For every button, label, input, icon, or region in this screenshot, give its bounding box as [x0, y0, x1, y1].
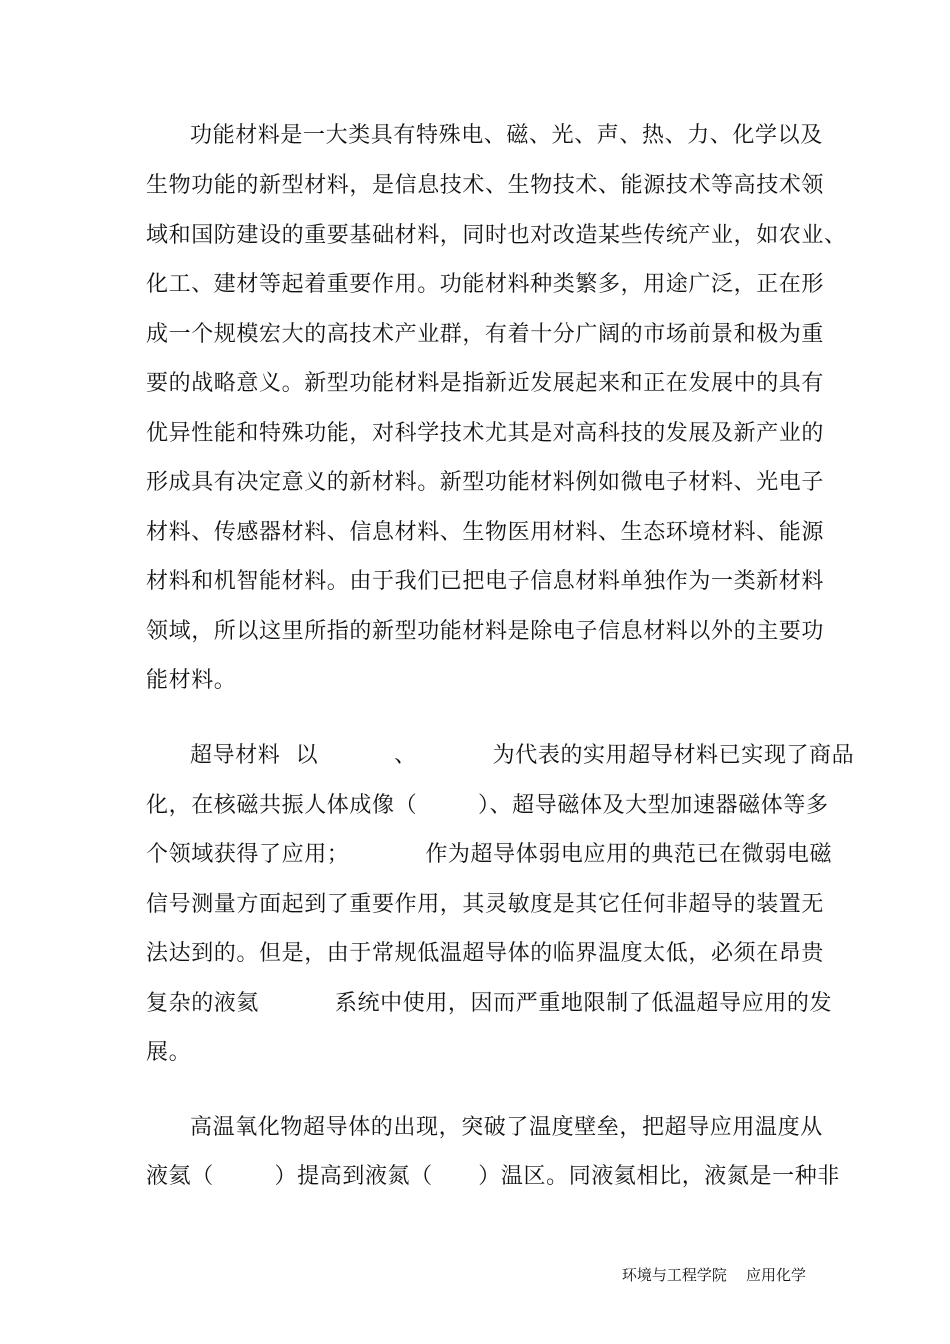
paragraph-1-line-6: 要的战略意义。新型功能材料是指新近发展起来和正在发展中的具有	[146, 371, 825, 396]
paragraph-1-line-5: 成一个规模宏大的高技术产业群，有着十分广阔的市场前景和极为重	[146, 322, 825, 347]
paragraph-2-line-2: 化，在核磁共振人体成像（ ）、超导磁体及大型加速器磁体等多	[146, 793, 829, 818]
paragraph-2-line-3: 个领域获得了应用； 作为超导体弱电应用的典范已在微弱电磁	[146, 842, 833, 867]
paragraph-3-line-1: 高温氧化物超导体的出现，突破了温度壁垒，把超导应用温度从	[190, 1115, 823, 1140]
footer-spacer	[727, 1266, 746, 1284]
paragraph-2-line-6: 复杂的液氦 系统中使用，因而严重地限制了低温超导应用的发	[146, 991, 833, 1016]
paragraph-1-line-12: 能材料。	[146, 668, 237, 693]
page-footer	[603, 1245, 806, 1305]
footer-major: 应用化学	[745, 1266, 806, 1284]
paragraph-2-line-1: 超导材料 以 、 为代表的实用超导材料已实现了商品	[190, 743, 855, 768]
paragraph-1-line-9: 材料、传感器材料、信息材料、生物医用材料、生态环境材料、能源	[146, 520, 825, 545]
paragraph-1-line-1: 功能材料是一大类具有特殊电、磁、光、声、热、力、化学以及	[190, 123, 823, 148]
paragraph-1-line-8: 形成具有决定意义的新材料。新型功能材料例如微电子材料、光电子	[146, 470, 825, 495]
paragraph-1-line-2: 生物功能的新型材料，是信息技术、生物技术、能源技术等高技术领	[146, 173, 825, 198]
paragraph-2-line-4: 信号测量方面起到了重要作用，其灵敏度是其它任何非超导的装置无	[146, 892, 825, 917]
paragraph-1-line-10: 材料和机智能材料。由于我们已把电子信息材料单独作为一类新材料	[146, 569, 825, 594]
paragraph-1-line-7: 优异性能和特殊功能，对科学技术尤其是对高科技的发展及新产业的	[146, 421, 825, 446]
paragraph-1-line-3: 域和国防建设的重要基础材料，同时也对改造某些传统产业，如农业、	[146, 223, 847, 248]
footer-institution: 环境与工程学院	[621, 1266, 727, 1284]
paragraph-1-line-4: 化工、建材等起着重要作用。功能材料种类繁多，用途广泛，正在形	[146, 272, 825, 297]
paragraph-2-line-5: 法达到的。但是，由于常规低温超导体的临界温度太低，必须在昂贵	[146, 941, 825, 966]
paragraph-3-line-2: 液氦（ ）提高到液氮（ ）温区。同液氦相比，液氮是一种非	[146, 1164, 840, 1189]
paragraph-1-line-11: 领域，所以这里所指的新型功能材料是除电子信息材料以外的主要功	[146, 619, 825, 644]
paragraph-2-line-7: 展。	[146, 1040, 192, 1065]
